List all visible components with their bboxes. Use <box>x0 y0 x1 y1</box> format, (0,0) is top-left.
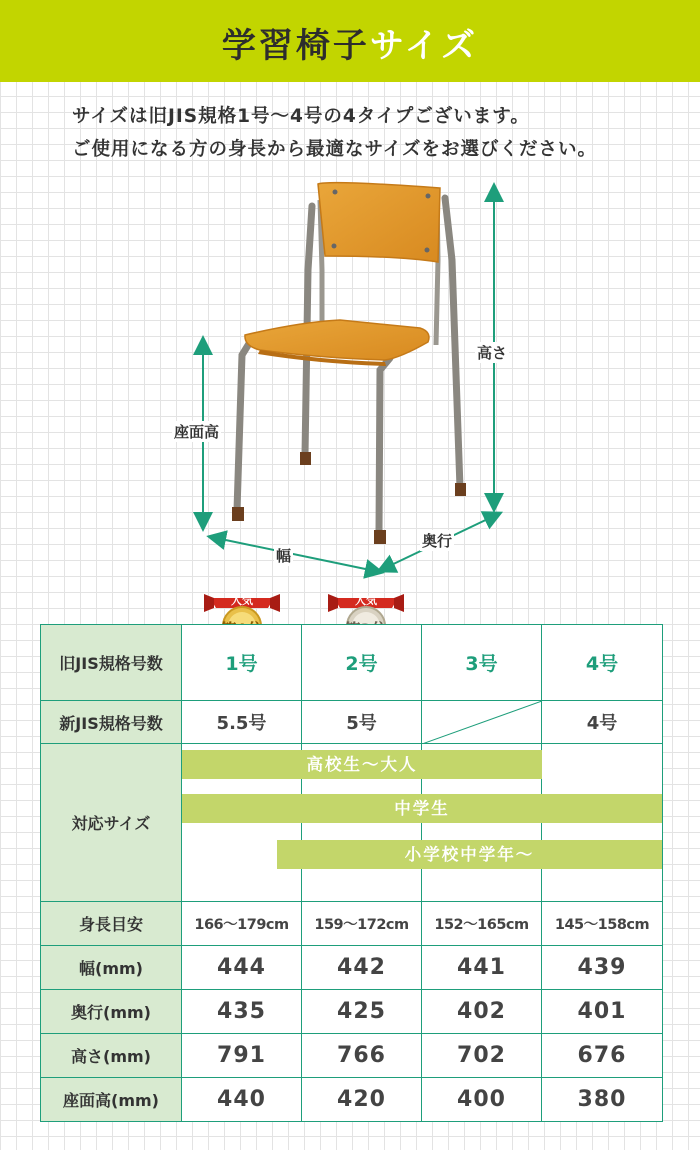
old-jis-3: 3号 <box>422 625 542 701</box>
old-jis-2: 2号 <box>302 625 422 701</box>
row-label: 座面高(mm) <box>41 1078 182 1122</box>
table-row-seat-height: 座面高(mm) 440 420 400 380 <box>41 1078 663 1122</box>
table-row-height: 高さ(mm) 791 766 702 676 <box>41 1034 663 1078</box>
size-range-cell <box>182 744 663 902</box>
intro-text <box>72 100 672 166</box>
table-row-old-jis <box>41 625 663 701</box>
badge-2-top-text: 人気 <box>355 594 377 607</box>
new-jis-2: 5号 <box>302 701 422 744</box>
size-bar-junior-high: 中学生 <box>182 794 662 823</box>
new-jis-1: 5.5号 <box>182 701 302 744</box>
badge-1-top-text: 人気 <box>231 594 253 607</box>
chair-illustration <box>0 170 700 590</box>
new-jis-4: 4号 <box>542 701 663 744</box>
page-header <box>0 0 700 82</box>
row-label: 旧JIS規格号数 <box>41 625 182 701</box>
row-label: 高さ(mm) <box>41 1034 182 1078</box>
intro-line-2: ご使用になる方の身長から最適なサイズをお選びください。 <box>72 139 598 160</box>
label-height: 高さ <box>477 344 508 362</box>
size-bar-high-school-adult: 高校生～大人 <box>182 750 542 779</box>
row-label: 身長目安 <box>41 902 182 946</box>
intro-line-1: サイズは旧JIS規格1号～4号の4タイプございます。 <box>72 106 530 127</box>
old-jis-4: 4号 <box>542 625 663 701</box>
size-spec-table <box>40 624 663 1122</box>
size-bar-elementary: 小学校中学年～ <box>277 840 662 869</box>
row-label: 幅(mm) <box>41 946 182 990</box>
page-title <box>0 18 700 67</box>
old-jis-1: 1号 <box>182 625 302 701</box>
chair-diagram <box>0 170 700 590</box>
row-label: 奥行(mm) <box>41 990 182 1034</box>
diagonal-slash <box>422 701 542 744</box>
new-jis-3-empty <box>422 701 542 744</box>
table-row-depth: 奥行(mm) 435 425 402 401 <box>41 990 663 1034</box>
title-main: 学習椅子 <box>221 26 370 66</box>
row-label: 新JIS規格号数 <box>41 701 182 744</box>
table-row-height-guide: 身長目安 166～179cm 159～172cm 152～165cm 145～158cm <box>41 902 663 946</box>
table-row-size <box>41 744 663 902</box>
label-seat-height: 座面高 <box>174 423 220 441</box>
table-row-new-jis <box>41 701 663 744</box>
label-width: 幅 <box>276 547 292 565</box>
label-depth: 奥行 <box>422 532 453 550</box>
title-accent: サイズ <box>369 26 479 66</box>
row-label: 対応サイズ <box>41 744 182 902</box>
table-row-width: 幅(mm) 444 442 441 439 <box>41 946 663 990</box>
